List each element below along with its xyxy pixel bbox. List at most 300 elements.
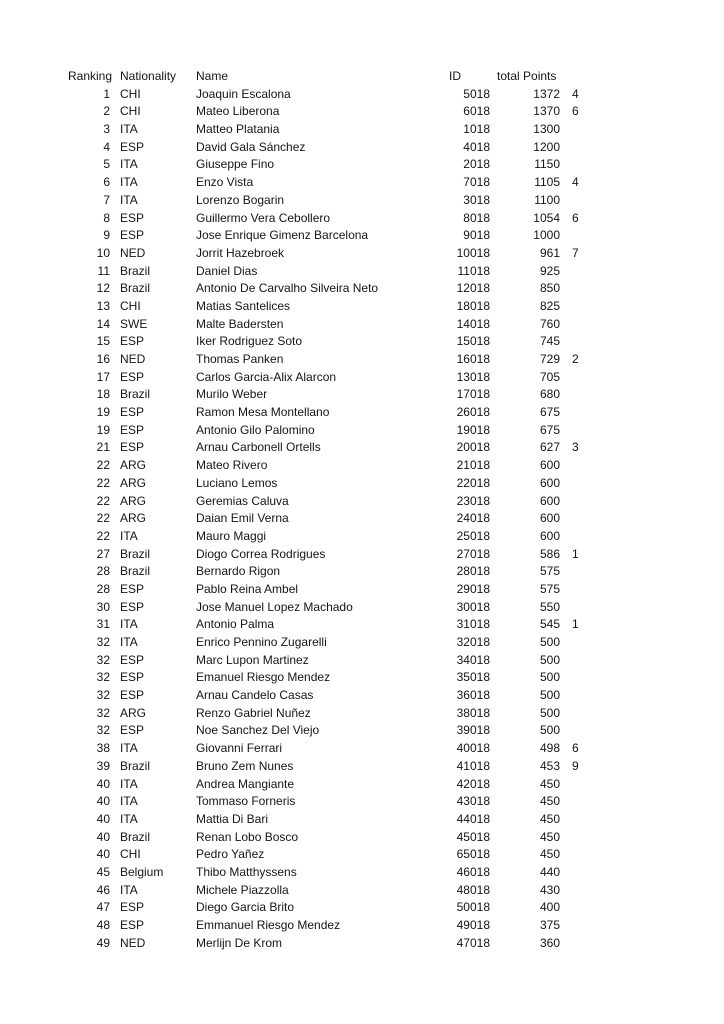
table-row bbox=[68, 475, 598, 493]
points-cell: 1100 bbox=[534, 192, 560, 207]
id-cell: 19018 bbox=[456, 422, 490, 437]
nationality-cell: ARG bbox=[120, 475, 147, 490]
points-cell: 575 bbox=[539, 564, 560, 579]
rank-cell: 46 bbox=[96, 882, 110, 897]
rank-cell: 32 bbox=[96, 705, 110, 720]
table-row bbox=[68, 210, 598, 228]
rank-cell: 17 bbox=[96, 369, 110, 384]
id-cell: 25018 bbox=[456, 528, 490, 543]
id-cell: 27018 bbox=[456, 546, 490, 561]
name-cell: Enzo Vista bbox=[196, 175, 254, 190]
rank-cell: 22 bbox=[96, 475, 110, 490]
nationality-cell: SWE bbox=[120, 316, 148, 331]
nationality-cell: ESP bbox=[120, 422, 145, 437]
id-cell: 26018 bbox=[456, 405, 490, 420]
table-row bbox=[68, 493, 598, 511]
table-row bbox=[68, 139, 598, 157]
id-cell: 34018 bbox=[456, 652, 490, 667]
table-row bbox=[68, 528, 598, 546]
rank-cell: 22 bbox=[96, 511, 110, 526]
name-cell: Mateo Liberona bbox=[196, 104, 280, 119]
points-cell: 500 bbox=[539, 670, 560, 685]
table-row bbox=[68, 422, 598, 440]
nationality-cell: Brazil bbox=[120, 387, 151, 402]
nationality-cell: ITA bbox=[120, 192, 138, 207]
points-cell: 1300 bbox=[533, 122, 560, 137]
name-cell: Mauro Maggi bbox=[196, 528, 267, 543]
name-cell: Luciano Lemos bbox=[196, 475, 278, 490]
id-cell: 3018 bbox=[463, 192, 490, 207]
points-cell: 680 bbox=[539, 387, 560, 402]
name-cell: Daniel Dias bbox=[196, 263, 258, 278]
header-id: ID bbox=[449, 69, 461, 83]
name-cell: Joaquin Escalona bbox=[196, 86, 291, 101]
id-cell: 40018 bbox=[456, 741, 490, 756]
points-cell: 500 bbox=[539, 652, 560, 667]
nationality-cell: ESP bbox=[120, 688, 145, 703]
extra-cell: 6 bbox=[572, 741, 579, 756]
id-cell: 22018 bbox=[456, 475, 490, 490]
nationality-cell: CHI bbox=[120, 847, 141, 862]
rank-cell: 49 bbox=[96, 935, 110, 950]
rank-cell: 47 bbox=[96, 900, 110, 915]
table-row bbox=[68, 439, 598, 457]
rank-cell: 40 bbox=[96, 829, 110, 844]
id-cell: 36018 bbox=[456, 688, 490, 703]
nationality-cell: ITA bbox=[120, 157, 138, 172]
nationality-cell: ITA bbox=[120, 528, 138, 543]
id-cell: 12018 bbox=[456, 281, 490, 296]
table-row bbox=[68, 899, 598, 917]
name-cell: Andrea Mangiante bbox=[196, 776, 295, 791]
id-cell: 10018 bbox=[456, 245, 490, 260]
points-cell: 675 bbox=[539, 405, 560, 420]
name-cell: Malte Badersten bbox=[196, 316, 284, 331]
rank-cell: 11 bbox=[97, 263, 110, 278]
rank-cell: 18 bbox=[96, 387, 110, 402]
nationality-cell: ARG bbox=[120, 705, 147, 720]
name-cell: Pablo Reina Ambel bbox=[196, 581, 299, 596]
id-cell: 8018 bbox=[463, 210, 490, 225]
rank-cell: 2 bbox=[103, 104, 110, 119]
nationality-cell: ARG bbox=[120, 511, 147, 526]
table-row bbox=[68, 776, 598, 794]
nationality-cell: CHI bbox=[120, 86, 141, 101]
name-cell: Enrico Pennino Zugarelli bbox=[196, 635, 327, 649]
extra-cell: 6 bbox=[572, 210, 579, 225]
extra-cell: 9 bbox=[572, 758, 579, 773]
nationality-cell: NED bbox=[120, 352, 146, 366]
points-cell: 825 bbox=[539, 298, 560, 313]
name-cell: Thomas Panken bbox=[196, 352, 284, 366]
id-cell: 7018 bbox=[463, 175, 490, 190]
points-cell: 450 bbox=[539, 776, 560, 791]
id-cell: 17018 bbox=[456, 387, 490, 402]
table-row bbox=[68, 86, 598, 104]
table-row bbox=[68, 174, 598, 192]
name-cell: Jose Enrique Gimenz Barcelona bbox=[196, 228, 369, 243]
id-cell: 29018 bbox=[456, 581, 490, 596]
points-cell: 360 bbox=[539, 935, 560, 950]
name-cell: David Gala Sánchez bbox=[196, 139, 306, 154]
extra-cell: 3 bbox=[572, 440, 579, 455]
name-cell: Lorenzo Bogarin bbox=[196, 192, 285, 207]
table-header-row bbox=[68, 68, 598, 86]
nationality-cell: ITA bbox=[120, 794, 138, 809]
points-cell: 600 bbox=[539, 493, 560, 508]
points-cell: 450 bbox=[539, 829, 560, 844]
points-cell: 500 bbox=[539, 705, 560, 720]
rank-cell: 40 bbox=[96, 847, 110, 862]
rank-cell: 1 bbox=[103, 86, 110, 101]
name-cell: Mattia Di Bari bbox=[196, 811, 269, 826]
rank-cell: 7 bbox=[103, 192, 110, 207]
id-cell: 49018 bbox=[456, 918, 490, 932]
table-row bbox=[68, 245, 598, 263]
name-cell: Matteo Platania bbox=[196, 122, 280, 137]
extra-cell: 1 bbox=[572, 546, 579, 561]
points-cell: 600 bbox=[539, 528, 560, 543]
table-row bbox=[68, 263, 598, 281]
extra-cell: 4 bbox=[572, 175, 579, 190]
extra-cell: 2 bbox=[572, 352, 579, 366]
name-cell: Michele Piazzolla bbox=[196, 882, 289, 897]
rank-cell: 48 bbox=[96, 918, 110, 932]
name-cell: Antonio Palma bbox=[196, 617, 275, 632]
rank-cell: 31 bbox=[96, 617, 110, 632]
name-cell: Giuseppe Fino bbox=[196, 157, 275, 172]
table-row bbox=[68, 156, 598, 174]
nationality-cell: ITA bbox=[120, 811, 138, 826]
table-row bbox=[68, 722, 598, 740]
name-cell: Thibo Matthyssens bbox=[196, 864, 297, 879]
points-cell: 1372 bbox=[533, 86, 560, 101]
points-cell: 600 bbox=[539, 475, 560, 490]
points-cell: 1200 bbox=[533, 139, 560, 154]
id-cell: 39018 bbox=[456, 723, 490, 738]
rank-cell: 32 bbox=[96, 670, 110, 685]
table-row bbox=[68, 404, 598, 422]
table-row bbox=[68, 298, 598, 316]
id-cell: 31018 bbox=[456, 617, 490, 632]
rank-cell: 30 bbox=[96, 599, 110, 614]
name-cell: Pedro Yañez bbox=[196, 847, 265, 862]
table-row bbox=[68, 864, 598, 882]
id-cell: 6018 bbox=[463, 104, 490, 119]
id-cell: 9018 bbox=[463, 228, 490, 243]
name-cell: Noe Sanchez Del Viejo bbox=[196, 723, 320, 738]
id-cell: 23018 bbox=[456, 493, 490, 508]
name-cell: Emanuel Riesgo Mendez bbox=[196, 670, 331, 685]
id-cell: 13018 bbox=[456, 369, 490, 384]
ranking-table bbox=[68, 68, 598, 952]
points-cell: 850 bbox=[539, 281, 560, 296]
rank-cell: 19 bbox=[96, 405, 110, 420]
table-row bbox=[68, 351, 598, 369]
id-cell: 35018 bbox=[456, 670, 490, 685]
rank-cell: 8 bbox=[103, 210, 110, 225]
name-cell: Tommaso Forneris bbox=[196, 794, 296, 809]
table-row bbox=[68, 616, 598, 634]
nationality-cell: ESP bbox=[120, 334, 145, 349]
rank-cell: 38 bbox=[96, 741, 110, 756]
points-cell: 627 bbox=[539, 440, 560, 455]
nationality-cell: ESP bbox=[120, 581, 145, 596]
extra-cell: 7 bbox=[572, 245, 579, 260]
id-cell: 15018 bbox=[456, 334, 490, 349]
rank-cell: 9 bbox=[103, 228, 110, 243]
id-cell: 20018 bbox=[456, 440, 490, 455]
name-cell: Antonio Gilo Palomino bbox=[196, 422, 315, 437]
nationality-cell: ITA bbox=[120, 175, 138, 190]
table-row bbox=[68, 121, 598, 139]
rank-cell: 32 bbox=[96, 635, 110, 649]
rank-cell: 27 bbox=[96, 546, 110, 561]
rank-cell: 10 bbox=[96, 245, 110, 260]
nationality-cell: ARG bbox=[120, 493, 147, 508]
rank-cell: 22 bbox=[96, 493, 110, 508]
name-cell: Murilo Weber bbox=[196, 387, 268, 402]
nationality-cell: NED bbox=[120, 935, 146, 950]
name-cell: Geremias Caluva bbox=[196, 493, 289, 508]
table-row bbox=[68, 758, 598, 776]
id-cell: 18018 bbox=[456, 298, 490, 313]
id-cell: 2018 bbox=[463, 157, 490, 172]
id-cell: 42018 bbox=[456, 776, 490, 791]
rank-cell: 5 bbox=[103, 157, 110, 172]
nationality-cell: ITA bbox=[120, 776, 138, 791]
table-row bbox=[68, 333, 598, 351]
rank-cell: 4 bbox=[103, 139, 110, 154]
name-cell: Carlos Garcia-Alix Alarcon bbox=[196, 369, 337, 384]
name-cell: Arnau Candelo Casas bbox=[196, 688, 314, 703]
points-cell: 745 bbox=[539, 334, 560, 349]
points-cell: 450 bbox=[539, 847, 560, 862]
points-cell: 450 bbox=[539, 794, 560, 809]
header-points: total Points bbox=[497, 69, 557, 83]
points-cell: 760 bbox=[539, 316, 560, 331]
points-cell: 545 bbox=[539, 617, 560, 632]
points-cell: 705 bbox=[539, 369, 560, 384]
name-cell: Jorrit Hazebroek bbox=[196, 245, 285, 260]
nationality-cell: CHI bbox=[120, 104, 141, 119]
table-row bbox=[68, 457, 598, 475]
points-cell: 586 bbox=[539, 546, 560, 561]
rank-cell: 28 bbox=[96, 564, 110, 579]
points-cell: 675 bbox=[539, 422, 560, 437]
nationality-cell: ITA bbox=[120, 635, 138, 649]
table-row bbox=[68, 581, 598, 599]
nationality-cell: ITA bbox=[120, 617, 138, 632]
table-row bbox=[68, 192, 598, 210]
nationality-cell: ESP bbox=[120, 228, 145, 243]
name-cell: Merlijn De Krom bbox=[196, 935, 283, 950]
points-cell: 550 bbox=[539, 599, 560, 614]
nationality-cell: Brazil bbox=[120, 829, 151, 844]
id-cell: 48018 bbox=[456, 882, 490, 897]
id-cell: 24018 bbox=[456, 511, 490, 526]
id-cell: 16018 bbox=[456, 352, 490, 366]
nationality-cell: ESP bbox=[120, 599, 145, 614]
table-row bbox=[68, 793, 598, 811]
id-cell: 46018 bbox=[456, 864, 490, 879]
extra-cell: 6 bbox=[572, 104, 579, 119]
table-row bbox=[68, 687, 598, 705]
points-cell: 400 bbox=[539, 900, 560, 915]
name-cell: Guillermo Vera Cebollero bbox=[196, 210, 331, 225]
nationality-cell: Brazil bbox=[120, 263, 151, 278]
rank-cell: 40 bbox=[96, 794, 110, 809]
points-cell: 375 bbox=[539, 918, 560, 932]
header-ranking: Ranking bbox=[68, 69, 113, 83]
nationality-cell: Brazil bbox=[120, 546, 151, 561]
points-cell: 1105 bbox=[534, 175, 560, 190]
rank-cell: 19 bbox=[96, 422, 110, 437]
table-row bbox=[68, 103, 598, 121]
id-cell: 50018 bbox=[456, 900, 490, 915]
table-row bbox=[68, 369, 598, 387]
header-name: Name bbox=[196, 69, 229, 83]
table-row bbox=[68, 280, 598, 298]
nationality-cell: ESP bbox=[120, 369, 145, 384]
rank-cell: 16 bbox=[96, 352, 110, 366]
points-cell: 500 bbox=[539, 723, 560, 738]
table-row bbox=[68, 705, 598, 723]
points-cell: 440 bbox=[539, 864, 560, 879]
nationality-cell: ITA bbox=[120, 741, 138, 756]
name-cell: Mateo Rivero bbox=[196, 458, 268, 473]
id-cell: 4018 bbox=[463, 139, 490, 154]
table-row bbox=[68, 599, 598, 617]
nationality-cell: ARG bbox=[120, 458, 147, 473]
name-cell: Jose Manuel Lopez Machado bbox=[196, 599, 353, 614]
table-row bbox=[68, 546, 598, 564]
id-cell: 44018 bbox=[456, 811, 490, 826]
extra-cell: 1 bbox=[572, 617, 579, 632]
nationality-cell: ESP bbox=[120, 440, 145, 455]
name-cell: Bernardo Rigon bbox=[196, 564, 281, 579]
rank-cell: 3 bbox=[103, 122, 110, 137]
name-cell: Emmanuel Riesgo Mendez bbox=[196, 918, 341, 932]
rank-cell: 28 bbox=[96, 581, 110, 596]
rank-cell: 6 bbox=[103, 175, 110, 190]
name-cell: Marc Lupon Martinez bbox=[196, 652, 309, 667]
name-cell: Antonio De Carvalho Silveira Neto bbox=[196, 281, 379, 296]
nationality-cell: ESP bbox=[120, 405, 145, 420]
id-cell: 14018 bbox=[456, 316, 490, 331]
ranking-table-body bbox=[68, 86, 598, 953]
rank-cell: 45 bbox=[96, 864, 110, 879]
points-cell: 500 bbox=[539, 688, 560, 703]
id-cell: 30018 bbox=[456, 599, 490, 614]
nationality-cell: Brazil bbox=[120, 758, 151, 773]
rank-cell: 40 bbox=[96, 811, 110, 826]
rank-cell: 32 bbox=[96, 688, 110, 703]
points-cell: 1150 bbox=[534, 157, 560, 172]
name-cell: Renan Lobo Bosco bbox=[196, 829, 299, 844]
rank-cell: 22 bbox=[96, 458, 110, 473]
name-cell: Bruno Zem Nunes bbox=[196, 758, 294, 773]
table-row bbox=[68, 882, 598, 900]
nationality-cell: ESP bbox=[120, 723, 145, 738]
nationality-cell: ITA bbox=[120, 122, 138, 137]
id-cell: 32018 bbox=[456, 635, 490, 649]
table-row bbox=[68, 917, 598, 935]
id-cell: 1018 bbox=[463, 122, 490, 137]
points-cell: 1370 bbox=[533, 104, 560, 119]
points-cell: 1000 bbox=[533, 228, 560, 243]
table-row bbox=[68, 634, 598, 652]
id-cell: 41018 bbox=[456, 758, 490, 773]
id-cell: 11018 bbox=[457, 263, 490, 278]
id-cell: 47018 bbox=[456, 935, 490, 950]
table-row bbox=[68, 652, 598, 670]
name-cell: Giovanni Ferrari bbox=[196, 741, 283, 756]
rank-cell: 32 bbox=[96, 723, 110, 738]
nationality-cell: Brazil bbox=[120, 564, 151, 579]
name-cell: Arnau Carbonell Ortells bbox=[196, 440, 321, 455]
nationality-cell: CHI bbox=[120, 298, 141, 313]
rank-cell: 32 bbox=[96, 652, 110, 667]
id-cell: 5018 bbox=[463, 86, 490, 101]
nationality-cell: ESP bbox=[120, 900, 145, 915]
points-cell: 925 bbox=[539, 263, 560, 278]
points-cell: 575 bbox=[539, 581, 560, 596]
rank-cell: 40 bbox=[96, 776, 110, 791]
table-row bbox=[68, 510, 598, 528]
table-row bbox=[68, 227, 598, 245]
nationality-cell: ESP bbox=[120, 139, 145, 154]
points-cell: 729 bbox=[539, 352, 560, 366]
nationality-cell: ESP bbox=[120, 670, 145, 685]
id-cell: 43018 bbox=[456, 794, 490, 809]
rank-cell: 15 bbox=[96, 334, 110, 349]
table-row bbox=[68, 669, 598, 687]
points-cell: 453 bbox=[539, 758, 560, 773]
name-cell: Diego Garcia Brito bbox=[196, 900, 295, 915]
nationality-cell: NED bbox=[120, 245, 146, 260]
points-cell: 500 bbox=[539, 635, 560, 649]
name-cell: Matias Santelices bbox=[196, 298, 291, 313]
name-cell: Daian Emil Verna bbox=[196, 511, 289, 526]
points-cell: 430 bbox=[539, 882, 560, 897]
id-cell: 45018 bbox=[456, 829, 490, 844]
points-cell: 600 bbox=[539, 511, 560, 526]
name-cell: Ramon Mesa Montellano bbox=[196, 405, 330, 420]
points-cell: 450 bbox=[539, 811, 560, 826]
id-cell: 38018 bbox=[456, 705, 490, 720]
points-cell: 498 bbox=[539, 741, 560, 756]
table-row bbox=[68, 386, 598, 404]
table-row bbox=[68, 811, 598, 829]
id-cell: 65018 bbox=[456, 847, 490, 862]
rank-cell: 21 bbox=[96, 440, 110, 455]
rank-cell: 39 bbox=[96, 758, 110, 773]
nationality-cell: Belgium bbox=[120, 864, 164, 879]
nationality-cell: ESP bbox=[120, 210, 145, 225]
rank-cell: 12 bbox=[96, 281, 110, 296]
table-row bbox=[68, 829, 598, 847]
rank-cell: 13 bbox=[96, 298, 110, 313]
rank-cell: 14 bbox=[96, 316, 110, 331]
rank-cell: 22 bbox=[96, 528, 110, 543]
points-cell: 600 bbox=[539, 458, 560, 473]
table-row bbox=[68, 846, 598, 864]
extra-cell: 4 bbox=[572, 86, 579, 101]
name-cell: Renzo Gabriel Nuñez bbox=[196, 705, 311, 720]
nationality-cell: ESP bbox=[120, 918, 145, 932]
nationality-cell: ITA bbox=[120, 882, 138, 897]
